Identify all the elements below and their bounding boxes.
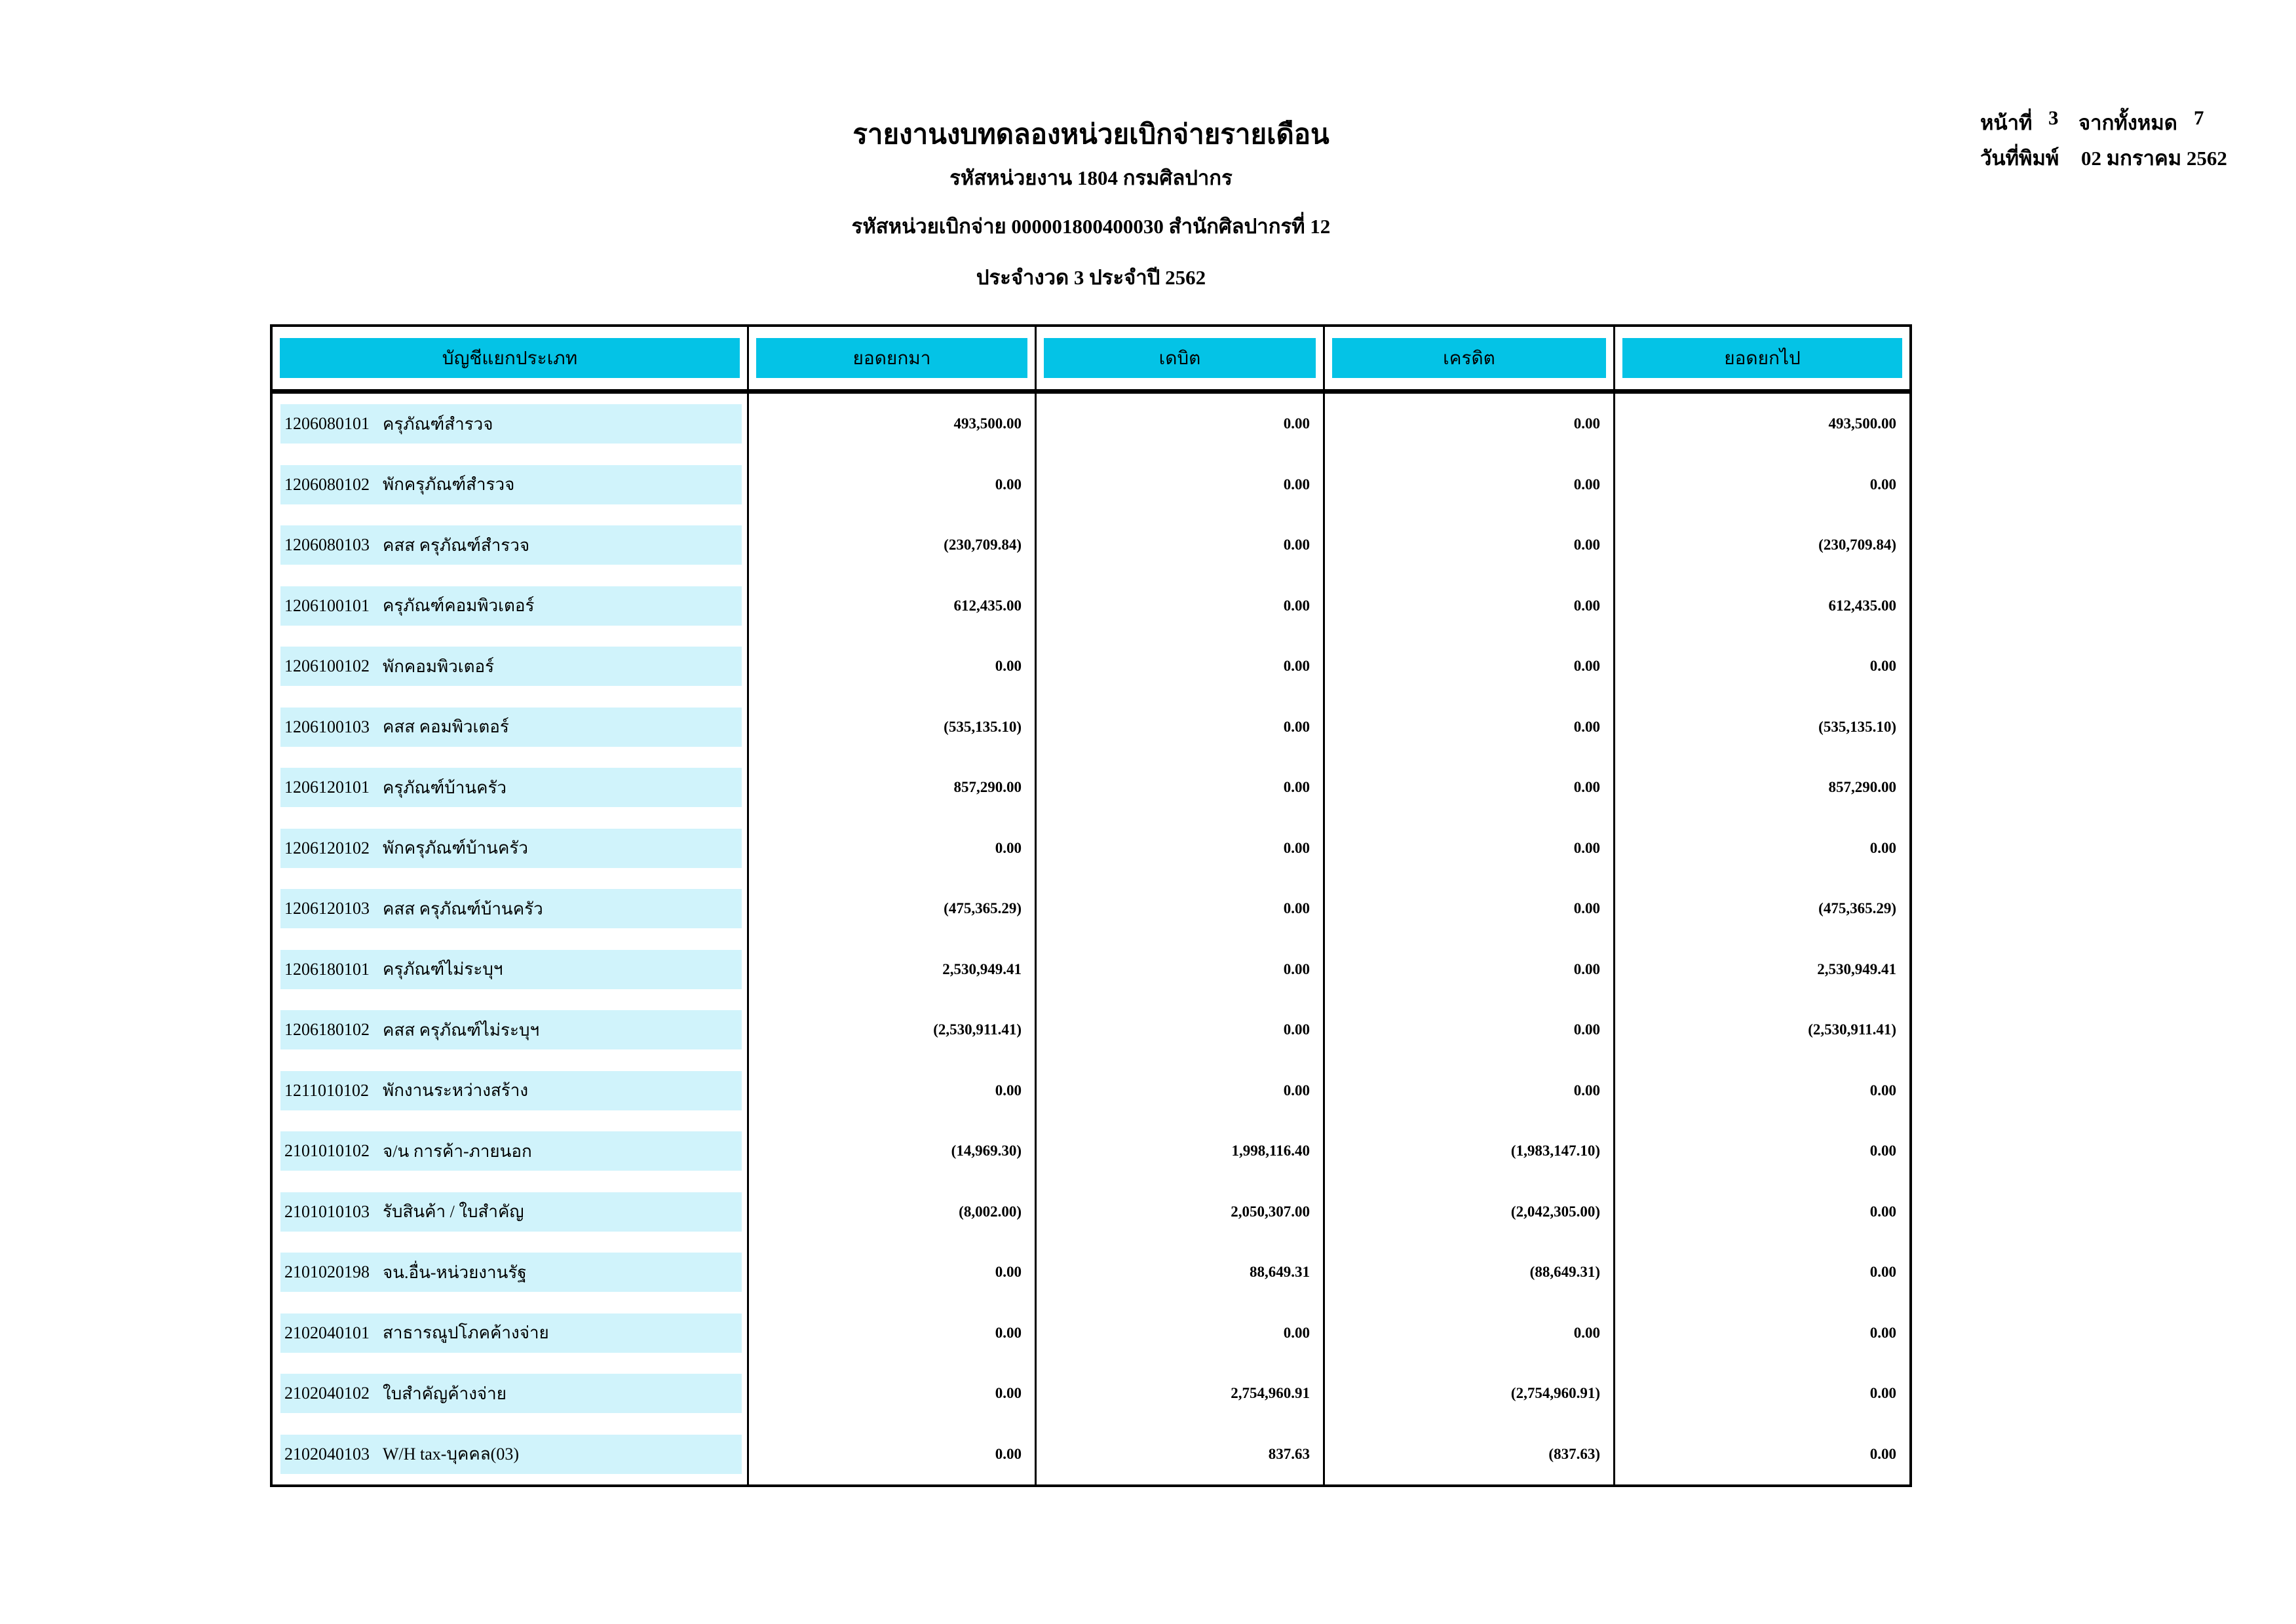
- page-number-label: หน้าที่: [1980, 111, 2033, 134]
- ending-balance-cell: 0.00: [1869, 1445, 1896, 1462]
- table-row: [273, 878, 1909, 939]
- trial-balance-table: [270, 324, 1912, 1487]
- account-code: 2102040101: [284, 1323, 370, 1342]
- account-code: 1206120103: [284, 899, 370, 918]
- beginning-balance-cell: (2,530,911.41): [749, 1000, 1037, 1061]
- account-cell: [273, 455, 749, 516]
- credit-cell: 0.00: [1325, 455, 1615, 516]
- account-code: 1206180102: [284, 1020, 370, 1039]
- account-name: ใบสำคัญค้างจ่าย: [383, 1384, 507, 1403]
- account-name: รับสินค้า / ใบสำคัญ: [383, 1202, 524, 1221]
- debit-cell: 0.00: [1037, 455, 1325, 516]
- ending-balance-cell: (475,365.29): [1818, 900, 1896, 917]
- credit-cell: (2,042,305.00): [1325, 1182, 1615, 1243]
- account-band: [280, 525, 742, 565]
- header-cell-ending: [1615, 327, 1909, 389]
- credit-cell: 0.00: [1325, 939, 1615, 1000]
- table-body: [273, 394, 1909, 1484]
- account-name: พักคอมพิวเตอร์: [383, 656, 495, 676]
- account-code: 2101020198: [284, 1262, 370, 1281]
- header-cell-beginning: [749, 327, 1037, 389]
- account-cell: [273, 1242, 749, 1303]
- table-row: [273, 455, 1909, 516]
- account-band: [280, 647, 742, 686]
- beginning-balance-cell: 0.00: [749, 1061, 1037, 1122]
- debit-cell: 2,050,307.00: [1037, 1182, 1325, 1243]
- credit-cell: 0.00: [1325, 757, 1615, 818]
- credit-cell: 0.00: [1325, 394, 1615, 455]
- debit-cell: 0.00: [1037, 1303, 1325, 1364]
- ending-balance-cell: 2,530,949.41: [1817, 960, 1896, 977]
- beginning-balance-cell: (8,002.00): [749, 1182, 1037, 1243]
- table-row: [273, 939, 1909, 1000]
- account-cell: [273, 878, 749, 939]
- account-code: 2101010102: [284, 1141, 370, 1160]
- account-cell: [273, 394, 749, 455]
- account-name: จน.อื่น-หน่วยงานรัฐ: [383, 1262, 527, 1282]
- account-cell: [273, 636, 749, 697]
- ending-balance-cell: 0.00: [1869, 1203, 1896, 1220]
- ending-balance-cell: (230,709.84): [1818, 537, 1896, 554]
- beginning-balance-cell: 0.00: [749, 1363, 1037, 1424]
- page-number-value: 3: [2048, 106, 2059, 129]
- period-line: ประจำงวด 3 ประจำปี 2562: [976, 266, 1206, 289]
- account-name: พักครุภัณฑ์บ้านครัว: [383, 839, 528, 858]
- ending-balance-cell: 857,290.00: [1828, 779, 1896, 796]
- account-band: [280, 1253, 742, 1292]
- credit-cell: (2,754,960.91): [1325, 1363, 1615, 1424]
- beginning-balance-cell: 612,435.00: [749, 576, 1037, 637]
- account-cell: [273, 515, 749, 576]
- ending-balance-cell: (535,135.10): [1818, 718, 1896, 735]
- account-cell: [273, 1121, 749, 1182]
- account-band: [280, 1071, 742, 1110]
- account-name: ครุภัณฑ์ไม่ระบุฯ: [383, 960, 503, 979]
- account-band: [280, 889, 742, 928]
- account-name: คสส ครุภัณฑ์บ้านครัว: [383, 899, 543, 918]
- credit-cell: 0.00: [1325, 515, 1615, 576]
- beginning-balance-cell: 0.00: [749, 636, 1037, 697]
- debit-cell: 0.00: [1037, 394, 1325, 455]
- table-row: [273, 1303, 1909, 1364]
- ending-balance-cell: 612,435.00: [1828, 597, 1896, 614]
- account-name: สาธารณูปโภคค้างจ่าย: [383, 1323, 549, 1342]
- account-cell: [273, 1000, 749, 1061]
- beginning-balance-cell: 0.00: [749, 1303, 1037, 1364]
- table-row: [273, 1121, 1909, 1182]
- account-name: คสส ครุภัณฑ์ไม่ระบุฯ: [383, 1020, 540, 1040]
- debit-cell: 1,998,116.40: [1037, 1121, 1325, 1182]
- beginning-balance-cell: 857,290.00: [749, 757, 1037, 818]
- ending-balance-cell: 0.00: [1869, 1082, 1896, 1099]
- debit-cell: 837.63: [1037, 1424, 1325, 1485]
- beginning-balance-cell: (535,135.10): [749, 697, 1037, 758]
- account-band: [280, 1010, 742, 1049]
- account-code: 2102040102: [284, 1384, 370, 1403]
- account-band: [280, 465, 742, 504]
- account-code: 2101010103: [284, 1201, 370, 1221]
- account-cell: [273, 697, 749, 758]
- debit-cell: 0.00: [1037, 697, 1325, 758]
- account-name: คสส คอมพิวเตอร์: [383, 717, 509, 736]
- beginning-balance-cell: 0.00: [749, 455, 1037, 516]
- beginning-balance-cell: 0.00: [749, 818, 1037, 879]
- credit-cell: 0.00: [1325, 576, 1615, 637]
- header-cell-account: [273, 327, 749, 389]
- debit-cell: 0.00: [1037, 576, 1325, 637]
- account-band: [280, 404, 742, 444]
- account-code: 1206120102: [284, 838, 370, 858]
- account-code: 1206100102: [284, 656, 370, 675]
- account-cell: [273, 757, 749, 818]
- header-cell-credit: [1325, 327, 1615, 389]
- account-code: 2102040103: [284, 1444, 370, 1463]
- account-code: 1206100101: [284, 595, 370, 615]
- report-title: รายงานงบทดลองหน่วยเบิกจ่ายรายเดือน: [852, 120, 1330, 150]
- account-cell: [273, 939, 749, 1000]
- table-row: [273, 1363, 1909, 1424]
- credit-cell: (88,649.31): [1325, 1242, 1615, 1303]
- account-name: พักงานระหว่างสร้าง: [383, 1081, 529, 1100]
- ending-balance-cell: 0.00: [1869, 658, 1896, 675]
- account-band: [280, 1374, 742, 1413]
- table-row: [273, 697, 1909, 758]
- ending-balance-cell: 0.00: [1869, 1385, 1896, 1402]
- account-band: [280, 829, 742, 868]
- account-band: [280, 950, 742, 989]
- table-row: [273, 1242, 1909, 1303]
- disbursement-unit-line: รหัสหน่วยเบิกจ่าย 000001800400030 สำนักศิลปากรที่ 12: [851, 215, 1331, 238]
- beginning-balance-cell: (230,709.84): [749, 515, 1037, 576]
- credit-cell: 0.00: [1325, 878, 1615, 939]
- account-band: [280, 586, 742, 626]
- account-code: 1206120101: [284, 778, 370, 797]
- account-band: [280, 1192, 742, 1232]
- print-date-value: 02 มกราคม 2562: [2081, 147, 2227, 170]
- credit-cell: 0.00: [1325, 636, 1615, 697]
- agency-code-line: รหัสหน่วยงาน 1804 กรมศิลปากร: [949, 166, 1233, 189]
- debit-cell: 0.00: [1037, 757, 1325, 818]
- column-header-credit: เครดิต: [1332, 338, 1606, 378]
- debit-cell: 0.00: [1037, 878, 1325, 939]
- total-pages-value: 7: [2194, 106, 2204, 129]
- account-cell: [273, 1424, 749, 1485]
- total-pages-label: จากทั้งหมด: [2078, 111, 2177, 134]
- ending-balance-cell: 0.00: [1869, 1324, 1896, 1341]
- account-band: [280, 1313, 742, 1353]
- column-header-debit: เดบิต: [1044, 338, 1316, 378]
- account-code: 1206080103: [284, 535, 370, 554]
- ending-balance-cell: 0.00: [1869, 1264, 1896, 1281]
- account-band: [280, 708, 742, 747]
- debit-cell: 0.00: [1037, 939, 1325, 1000]
- credit-cell: 0.00: [1325, 1303, 1615, 1364]
- account-cell: [273, 1182, 749, 1243]
- debit-cell: 0.00: [1037, 1061, 1325, 1122]
- beginning-balance-cell: 0.00: [749, 1242, 1037, 1303]
- account-name: ครุภัณฑ์คอมพิวเตอร์: [383, 596, 535, 615]
- ending-balance-cell: 0.00: [1869, 1142, 1896, 1160]
- debit-cell: 0.00: [1037, 1000, 1325, 1061]
- credit-cell: (1,983,147.10): [1325, 1121, 1615, 1182]
- credit-cell: 0.00: [1325, 818, 1615, 879]
- ending-balance-cell: 0.00: [1869, 476, 1896, 493]
- account-code: 1206080102: [284, 474, 370, 494]
- account-band: [280, 768, 742, 807]
- account-code: 1211010102: [284, 1080, 370, 1100]
- account-cell: [273, 576, 749, 637]
- credit-cell: 0.00: [1325, 1061, 1615, 1122]
- account-name: ครุภัณฑ์สำรวจ: [383, 414, 493, 434]
- beginning-balance-cell: 2,530,949.41: [749, 939, 1037, 1000]
- account-band: [280, 1131, 742, 1171]
- table-row: [273, 1000, 1909, 1061]
- account-code: 1206100103: [284, 717, 370, 736]
- table-row: [273, 757, 1909, 818]
- debit-cell: 2,754,960.91: [1037, 1363, 1325, 1424]
- table-row: [273, 1424, 1909, 1485]
- account-code: 1206080101: [284, 414, 370, 433]
- beginning-balance-cell: (475,365.29): [749, 878, 1037, 939]
- ending-balance-cell: (2,530,911.41): [1808, 1021, 1896, 1038]
- header-cell-debit: [1037, 327, 1325, 389]
- beginning-balance-cell: 0.00: [749, 1424, 1037, 1485]
- table-row: [273, 576, 1909, 637]
- account-band: [280, 1435, 742, 1474]
- account-cell: [273, 1061, 749, 1122]
- beginning-balance-cell: 493,500.00: [749, 394, 1037, 455]
- ending-balance-cell: 493,500.00: [1828, 415, 1896, 432]
- table-row: [273, 636, 1909, 697]
- account-code: 1206180101: [284, 959, 370, 979]
- debit-cell: 0.00: [1037, 818, 1325, 879]
- column-header-ending-balance: ยอดยกไป: [1622, 338, 1902, 378]
- debit-cell: 0.00: [1037, 515, 1325, 576]
- beginning-balance-cell: (14,969.30): [749, 1121, 1037, 1182]
- table-row: [273, 394, 1909, 455]
- debit-cell: 88,649.31: [1037, 1242, 1325, 1303]
- account-name: คสส ครุภัณฑ์สำรวจ: [383, 535, 530, 555]
- account-name: จ/น การค้า-ภายนอก: [383, 1141, 532, 1161]
- account-cell: [273, 1363, 749, 1424]
- account-cell: [273, 1303, 749, 1364]
- debit-cell: 0.00: [1037, 636, 1325, 697]
- account-name: พักครุภัณฑ์สำรวจ: [383, 475, 515, 494]
- table-row: [273, 515, 1909, 576]
- credit-cell: 0.00: [1325, 1000, 1615, 1061]
- print-date-label: วันที่พิมพ์: [1980, 147, 2059, 170]
- ending-balance-cell: 0.00: [1869, 839, 1896, 856]
- credit-cell: (837.63): [1325, 1424, 1615, 1485]
- credit-cell: 0.00: [1325, 697, 1615, 758]
- column-header-beginning-balance: ยอดยกมา: [756, 338, 1027, 378]
- table-row: [273, 818, 1909, 879]
- column-header-account-type: บัญชีแยกประเภท: [280, 338, 740, 378]
- account-name: ครุภัณฑ์บ้านครัว: [383, 778, 507, 797]
- table-header-row: [273, 327, 1909, 394]
- account-cell: [273, 818, 749, 879]
- account-name: W/H tax-บุคคล(03): [383, 1445, 519, 1463]
- table-row: [273, 1182, 1909, 1243]
- table-row: [273, 1061, 1909, 1122]
